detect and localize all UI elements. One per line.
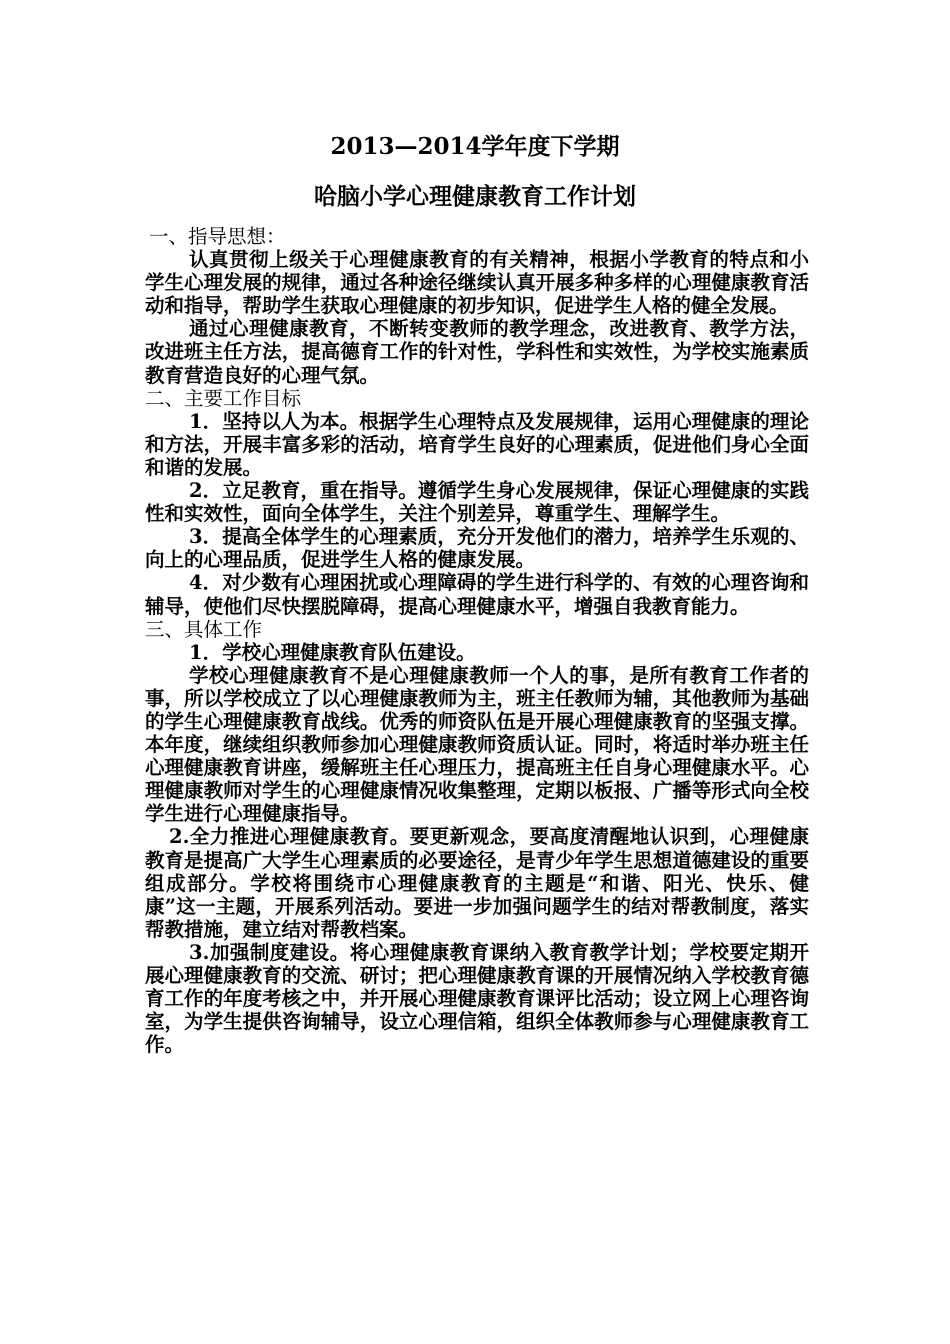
work-item: 2.全力推进心理健康教育。要更新观念，要高度清醒地认识到，心理健康教育是提高广大学生心理素质的必要途径，是青少年学生思想道德建设的重要组成部分。学校将围绕市心理健康教育的主题是“和谐、阳光、快乐、健康”这一主题，开展系列活动。要进一步加强问题学生的结对帮教制度，落实帮教措施，建立结对帮教档案。 bbox=[145, 825, 809, 941]
section-heading-main-goals: 二、主要工作目标 bbox=[145, 386, 302, 410]
goal-item: 1．坚持以人为本。根据学生心理特点及发展规律，运用心理健康的理论和方法，开展丰富多彩的活动，培育学生良好的心理素质，促进他们身心全面和谐的发展。 bbox=[145, 409, 809, 479]
document-title-plan: 哈脑小学心理健康教育工作计划 bbox=[314, 183, 636, 210]
goal-item: 2．立足教育，重在指导。遵循学生身心发展规律，保证心理健康的实践性和实效性，面向全体学生，关注个别差异，尊重学生、理解学生。 bbox=[145, 479, 809, 526]
goal-item: 3．提高全体学生的心理素质，充分开发他们的潜力，培养学生乐观的、向上的心理品质，促进学生人格的健康发展。 bbox=[145, 525, 809, 572]
document-body bbox=[145, 225, 809, 1056]
paragraph: 认真贯彻上级关于心理健康教育的有关精神，根据小学教育的特点和小学生心理发展的规律，通过各种途径继续认真开展多种多样的心理健康教育活动和指导，帮助学生获取心理健康的初步知识，促进学生人格的健全发展。 bbox=[145, 248, 809, 318]
paragraph: 学校心理健康教育不是心理健康教师一个人的事，是所有教育工作者的事，所以学校成立了以心理健康教师为主，班主任教师为辅，其他教师为基础的学生心理健康教育战线。优秀的师资队伍是开展心理健康教育的坚强支撑。本年度，继续组织教师参加心理健康教师资质认证。同时，将适时举办班主任心理健康教育讲座，缓解班主任心理压力，提高班主任自身心理健康水平。心理健康教师对学生的心理健康情况收集整理，定期以板报、广播等形式向全校学生进行心理健康指导。 bbox=[145, 663, 809, 826]
document-title-term: 2013—2014学年度下学期 bbox=[330, 133, 620, 160]
section-heading-specific-work: 三、具体工作 bbox=[145, 617, 263, 641]
work-item: 3.加强制度建设。将心理健康教育课纳入教育教学计划；学校要定期开展心理健康教育的交流、研讨；把心理健康教育课的开展情况纳入学校教育德育工作的年度考核之中，并开展心理健康教育课评比活动；设立网上心理咨询室，为学生提供咨询辅导，设立心理信箱，组织全体教师参与心理健康教育工作。 bbox=[145, 940, 809, 1057]
goal-item: 4．对少数有心理困扰或心理障碍的学生进行科学的、有效的心理咨询和辅导，使他们尽快摆脱障碍，提高心理健康水平，增强自我教育能力。 bbox=[145, 571, 809, 618]
section-heading-guiding-ideology: 一、指导思想： bbox=[149, 225, 286, 248]
paragraph: 通过心理健康教育，不断转变教师的教学理念，改进教育、教学方法，改进班主任方法，提高德育工作的针对性，学科性和实效性，为学校实施素质教育营造良好的心理气氛。 bbox=[145, 317, 809, 387]
work-item-title: 1．学校心理健康教育队伍建设。 bbox=[189, 640, 476, 664]
